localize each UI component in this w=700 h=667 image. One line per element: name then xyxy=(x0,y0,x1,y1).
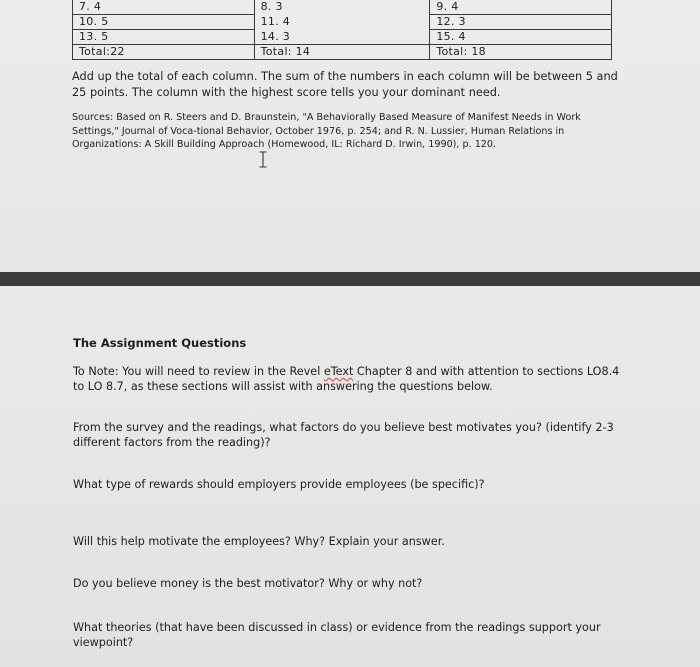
i-beam-cursor-icon xyxy=(258,151,268,168)
question-3: Will this help motivate the employees? Why? Explain your answer. xyxy=(73,535,445,548)
table-cell: 13. 5 xyxy=(73,30,255,45)
assignment-note xyxy=(73,364,633,394)
table-cell: 12. 3 xyxy=(430,15,612,30)
table-cell: 14. 3 xyxy=(254,30,430,45)
table-row xyxy=(73,0,612,15)
assignment-heading: The Assignment Questions xyxy=(73,336,247,350)
table-row xyxy=(73,30,612,45)
table-cell: 11. 4 xyxy=(254,15,430,30)
table-cell: 8. 3 xyxy=(254,0,430,15)
question-4: Do you believe money is the best motivator? Why or why not? xyxy=(73,577,423,590)
note-text-end: Chapter 8 and with attention to sections LO8.4 to LO 8.7, as these sections will assist with answering the questions below. xyxy=(73,365,620,393)
table-row xyxy=(73,15,612,30)
page-divider-bar xyxy=(0,272,700,286)
question-2: What type of rewards should employers provide employees (be specific)? xyxy=(73,478,485,491)
score-table xyxy=(72,0,612,60)
table-cell: 9. 4 xyxy=(430,0,612,15)
sources-citation: Sources: Based on R. Steers and D. Braunstein, "A Behaviorally Based Measure of Manifest Needs in Work Settings," Journal of Voca-tional Behavior, October 1976, p. 254; and R. N. Lussier, Human Relations in Organizations: A Skill Building Approach (Homewood, IL: Richard D. Irwin, 1990), p. 120. xyxy=(72,112,581,150)
spellcheck-flagged-word[interactable]: eText xyxy=(323,365,354,378)
table-total-cell: Total: 18 xyxy=(430,45,612,60)
scoring-instructions: Add up the total of each column. The sum of the numbers in each column will be between 5 and 25 points. The column with the highest score tells you your dominant need. xyxy=(72,70,618,99)
table-cell: 10. 5 xyxy=(73,15,255,30)
table-cell: 15. 4 xyxy=(430,30,612,45)
table-row xyxy=(73,45,612,60)
note-text-start: To Note: You will need to review in the Revel xyxy=(73,365,324,378)
table-total-cell: Total: 14 xyxy=(254,45,430,60)
question-1: From the survey and the readings, what factors do you believe best motivates you? (identify 2-3 different factors from the reading)? xyxy=(73,421,614,449)
question-5: What theories (that have been discussed in class) or evidence from the readings support your viewpoint? xyxy=(73,621,601,649)
table-cell: 7. 4 xyxy=(73,0,255,15)
table-total-cell: Total:22 xyxy=(73,45,255,60)
